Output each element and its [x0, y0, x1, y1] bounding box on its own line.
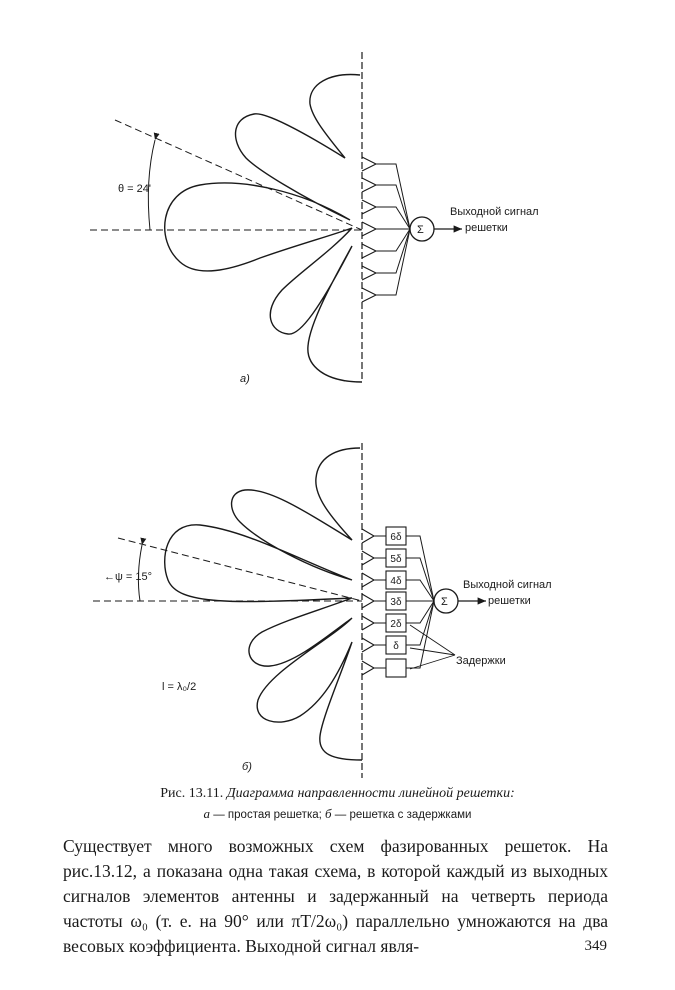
output-label-b-2: решетки: [488, 595, 531, 607]
angle-label-a: θ = 24': [118, 183, 151, 195]
beam-direction-a: [115, 120, 362, 230]
delay-box-label-4: 3δ: [390, 597, 402, 608]
panel-a: [90, 52, 539, 385]
delay-box-label-6: δ: [393, 641, 399, 652]
antenna-element-a-4: [362, 222, 410, 236]
caption-sub-a-letter: а: [203, 806, 211, 821]
delay-box-label-1: 6δ: [390, 532, 402, 543]
delay-boxes-b: [386, 527, 406, 677]
radiation-pattern-a: [165, 75, 362, 382]
body-paragraph: Существует много возможных схем фазированных решеток. На рис.13.12, а показана одна такая схема, в которой каждый из выходных сигналов элементов антенны и задержанный на четверть периода частоты ω₀ (т. е. на 90° или πT/2ω₀) параллельно умножаются на два весовых коэффициента. Выходной сигнал явля-: [63, 836, 608, 956]
figure-caption-subtitle: [0, 806, 675, 822]
caption-number: Рис. 13.11.: [160, 786, 224, 801]
caption-sub-a-text: — простая решетка;: [210, 809, 326, 821]
delay-box-2: [386, 549, 406, 567]
output-label-a-1: Выходной сигнал: [450, 206, 539, 218]
spacing-label: l = λ₀/2: [162, 681, 197, 693]
panel-b: [93, 443, 552, 778]
figure-caption-title: [0, 786, 675, 802]
output-label-a-2: решетки: [465, 222, 508, 234]
antenna-element-a-3: [362, 200, 410, 229]
delay-box-4: [386, 592, 406, 610]
delay-box-label-5: 2δ: [390, 619, 402, 630]
panel-label-a: a): [240, 373, 250, 385]
delay-box-6: [386, 636, 406, 654]
delay-box-1: [386, 527, 406, 545]
delay-box-label-2: 5δ: [390, 554, 402, 565]
output-label-b-1: Выходной сигнал: [463, 579, 552, 591]
delay-box-label-3: 4δ: [390, 576, 402, 587]
delay-box-5: [386, 614, 406, 632]
summer-symbol-a: Σ: [417, 224, 424, 236]
antenna-elements-a: [362, 157, 410, 302]
radiation-pattern-b: [165, 448, 362, 760]
delay-pointer-2: [410, 648, 455, 655]
delays-label: Задержки: [456, 655, 506, 667]
delay-box-3: [386, 571, 406, 589]
caption-sub-b-letter: б: [325, 806, 332, 821]
delay-pointer-3: [410, 655, 455, 669]
caption-title-text: Диаграмма направленности линейной решетки:: [226, 786, 515, 801]
caption-sub-b-text: — решетка с задержками: [331, 809, 472, 821]
page-number: 349: [584, 938, 607, 954]
delay-box-7: [386, 659, 406, 677]
summer-symbol-b: Σ: [441, 596, 448, 608]
delay-pointer-1: [410, 625, 455, 655]
panel-label-b: б): [242, 761, 252, 773]
angle-label-b: ←ψ = 15°: [104, 571, 153, 583]
antenna-element-a-5: [362, 229, 410, 258]
